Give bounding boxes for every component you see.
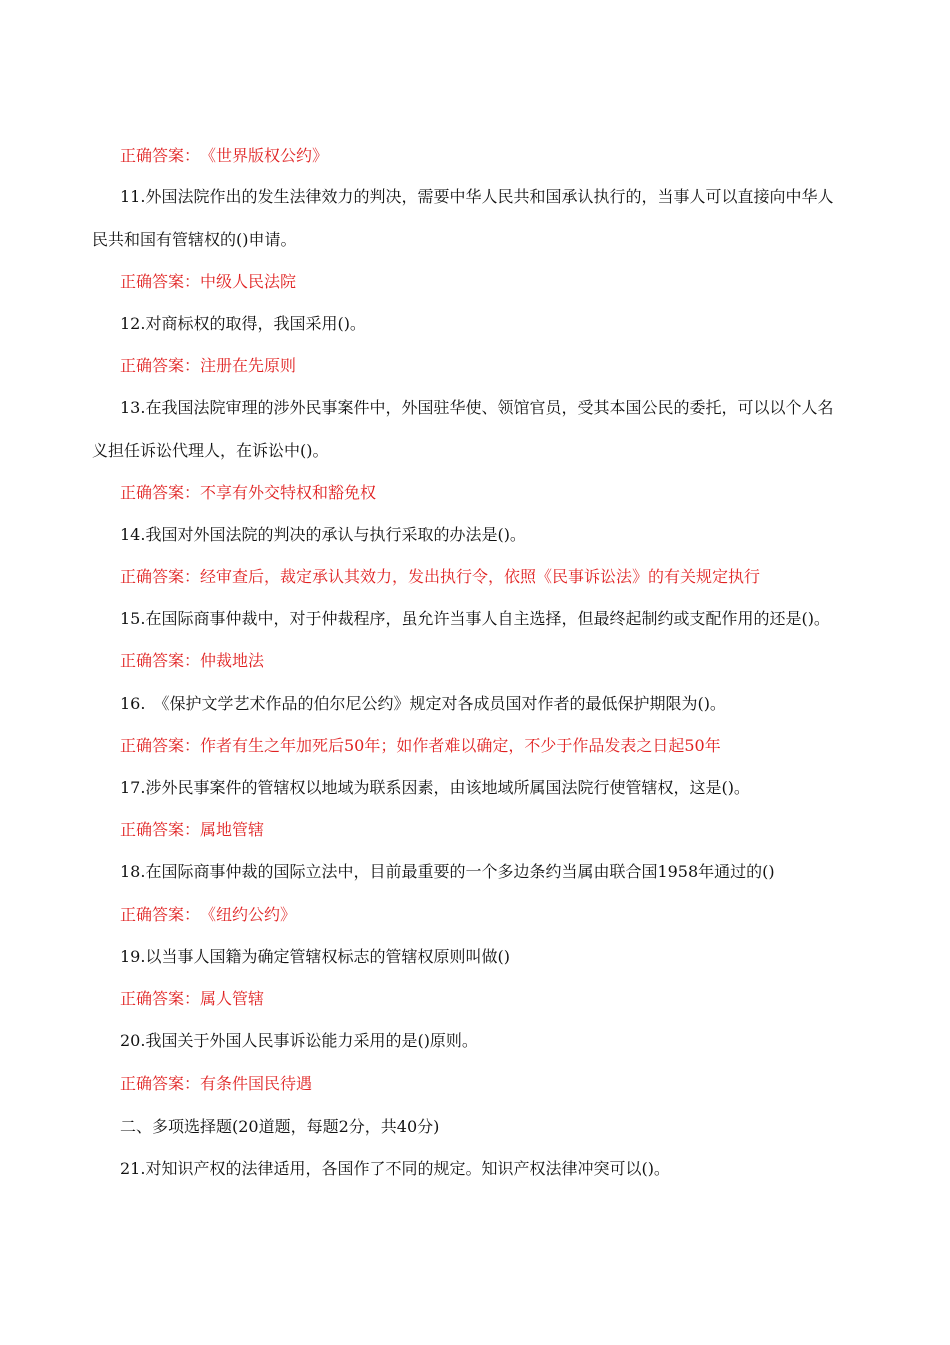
- answer-line: 正确答案：注册在先原则: [120, 356, 297, 375]
- question-line: 20.我国关于外国人民事诉讼能力采用的是()原则。: [120, 1031, 478, 1050]
- answer-line: 正确答案：属地管辖: [120, 820, 265, 839]
- question-line: 16. 《保护文学艺术作品的伯尔尼公约》规定对各成员国对作者的最低保护期限为()。: [120, 694, 726, 713]
- question-line: 19.以当事人国籍为确定管辖权标志的管辖权原则叫做(): [120, 947, 510, 966]
- question-line: 18.在国际商事仲裁的国际立法中，目前最重要的一个多边条约当属由联合国1958年通过的(): [120, 862, 775, 881]
- question-continuation-line: 义担任诉讼代理人，在诉讼中()。: [92, 441, 329, 460]
- question-line: 15.在国际商事仲裁中，对于仲裁程序，虽允许当事人自主选择，但最终起制约或支配作用的还是()。: [120, 609, 830, 628]
- answer-line: 正确答案：不享有外交特权和豁免权: [120, 483, 377, 502]
- question-line: 12.对商标权的取得，我国采用()。: [120, 314, 366, 333]
- question-line: 13.在我国法院审理的涉外民事案件中，外国驻华使、领馆官员，受其本国公民的委托，可以以个人名: [120, 398, 834, 417]
- section-heading: 二、多项选择题(20道题，每题2分，共40分): [120, 1117, 440, 1136]
- question-line: 14.我国对外国法院的判决的承认与执行采取的办法是()。: [120, 525, 526, 544]
- answer-line: 正确答案：中级人民法院: [120, 272, 297, 291]
- question-line: 11.外国法院作出的发生法律效力的判决，需要中华人民共和国承认执行的，当事人可以直接向中华人: [120, 187, 834, 206]
- answer-line: 正确答案： 《世界版权公约》: [120, 146, 329, 165]
- question-line: 17.涉外民事案件的管辖权以地域为联系因素，由该地域所属国法院行使管辖权，这是()。: [120, 778, 750, 797]
- answer-line: 正确答案： 《纽约公约》: [120, 905, 297, 924]
- answer-line: 正确答案：作者有生之年加死后50年；如作者难以确定，不少于作品发表之日起50年: [120, 736, 721, 755]
- answer-line: 正确答案：有条件国民待遇: [120, 1074, 313, 1093]
- question-line: 21.对知识产权的法律适用，各国作了不同的规定。知识产权法律冲突可以()。: [120, 1159, 670, 1178]
- answer-line: 正确答案：仲裁地法: [120, 651, 265, 670]
- answer-line: 正确答案：经审查后，裁定承认其效力，发出执行令，依照《民事诉讼法》的有关规定执行: [120, 567, 761, 586]
- question-continuation-line: 民共和国有管辖权的()申请。: [92, 230, 297, 249]
- answer-line: 正确答案：属人管辖: [120, 989, 265, 1008]
